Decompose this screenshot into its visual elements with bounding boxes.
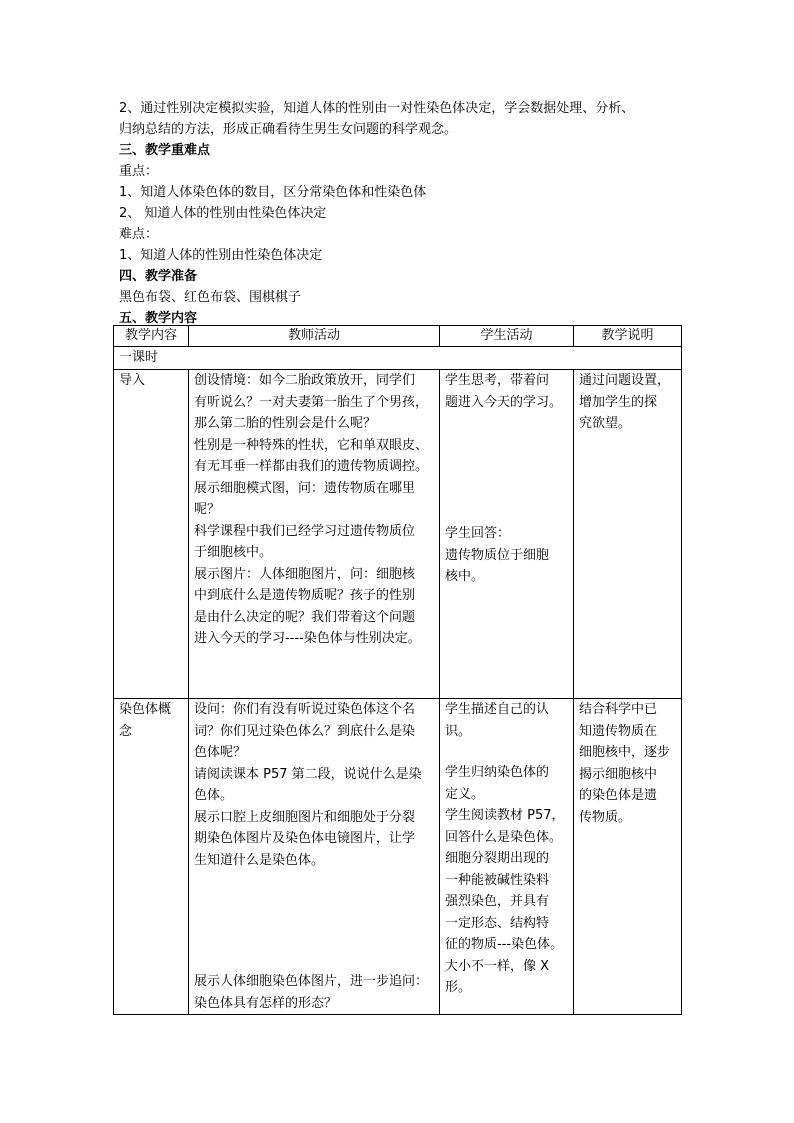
row-student-cell: [440, 370, 574, 699]
key-point-1: 1、知道人体染色体的数目，区分常染色体和性染色体: [119, 185, 427, 200]
objective-line-1: 2、通过性别决定模拟实验，知道人体的性别由一对性染色体决定，学会数据处理、分析、: [119, 101, 635, 116]
row-student-cell: [440, 699, 574, 1015]
row-note-cell: [574, 699, 682, 1015]
row-note-cell: [574, 370, 682, 699]
header-student: 学生活动: [440, 326, 574, 347]
preparation-text: 黑色布袋、红色布袋、围棋棋子: [119, 290, 302, 305]
row-teacher-cell: [189, 370, 440, 699]
table-header-row: [114, 326, 682, 347]
lesson-table: [113, 325, 682, 1015]
period-cell: 一课时: [114, 347, 682, 370]
intro-section: [119, 98, 684, 329]
section-5-heading: 五、教学内容: [119, 311, 198, 326]
section-4-heading: 四、教学准备: [119, 269, 198, 284]
header-content: 教学内容: [114, 326, 189, 347]
student-activity: 学生描述自己的认 识。: [445, 702, 550, 739]
student-answer: 学生回答： 遗传物质位于细胞 核中。: [445, 526, 550, 584]
key-point-2: 2、 知道人体的性别由性染色体决定: [119, 206, 327, 221]
difficulty-label: 难点：: [119, 227, 159, 242]
teacher-activity: 创设情境：如今二胎政策放开，同学们 有听说么？一对夫妻第一胎生了个男孩， 那么第二胎的性别会是什么呢？ 性别是一种特殊的性状，它和单双眼皮、 有无耳垂一样都由我们的遗传物质调控。 展示细胞模式图，问：遗传物质在哪里 呢？ 科学课程中我们已经学习过遗传物质位 于细胞核中。 展示图片：人体细胞图片，问：细胞核 中到底什么是遗传物质呢？孩子的性别 是由什么决定的呢？我们带着这个问题 进入今天的学习----染色体与性别决定。: [194, 373, 429, 646]
row-teacher-cell: [189, 699, 440, 1015]
period-row: [114, 347, 682, 370]
header-teacher: 教师活动: [189, 326, 440, 347]
teacher-activity: 设问：你们有没有听说过染色体这个名 词？你们见过染色体么？到底什么是染 色体呢？ 请阅读课本 P57 第二段，说说什么是染 色体。 展示口腔上皮细胞图片和细胞处于分裂 期染色体图片及染色体电镜图片，让学 生知道什么是染色体。: [194, 702, 422, 868]
teacher-activity-followup: 展示人体细胞染色体图片，进一步追问： 染色体具有怎样的形态？: [194, 974, 429, 1011]
objective-line-2: 归纳总结的方法，形成正确看待生男生女问题的科学观念。: [119, 122, 458, 137]
section-3-heading: 三、教学重难点: [119, 143, 211, 158]
teaching-note: 结合科学中已 知遗传物质在 细胞核中，逐步 揭示细胞核中 的染色体是遗 传物质。: [579, 702, 671, 825]
table-row: [114, 699, 682, 1015]
difficulty-1: 1、知道人体的性别由性染色体决定: [119, 248, 323, 263]
key-points-label: 重点：: [119, 164, 159, 179]
table-row: [114, 370, 682, 699]
header-note: 教学说明: [574, 326, 682, 347]
row-content-cell: [114, 699, 189, 1015]
row-content-cell: [114, 370, 189, 699]
teaching-note: 通过问题设置， 增加学生的探 究欲望。: [579, 373, 671, 431]
student-activity: 学生思考，带着问 题进入今天的学习。: [445, 373, 563, 410]
row-content: 染色体概 念: [119, 702, 172, 739]
student-definition: 学生归纳染色体的 定义。 学生阅读教材 P57， 回答什么是染色体。 细胞分裂期出现的 一种能被碱性染料 强烈染色，并具有 一定形态、结构特 征的物质---染色体。 大小不一样，像 X 形。: [445, 765, 565, 995]
row-content: 导入: [119, 373, 146, 388]
